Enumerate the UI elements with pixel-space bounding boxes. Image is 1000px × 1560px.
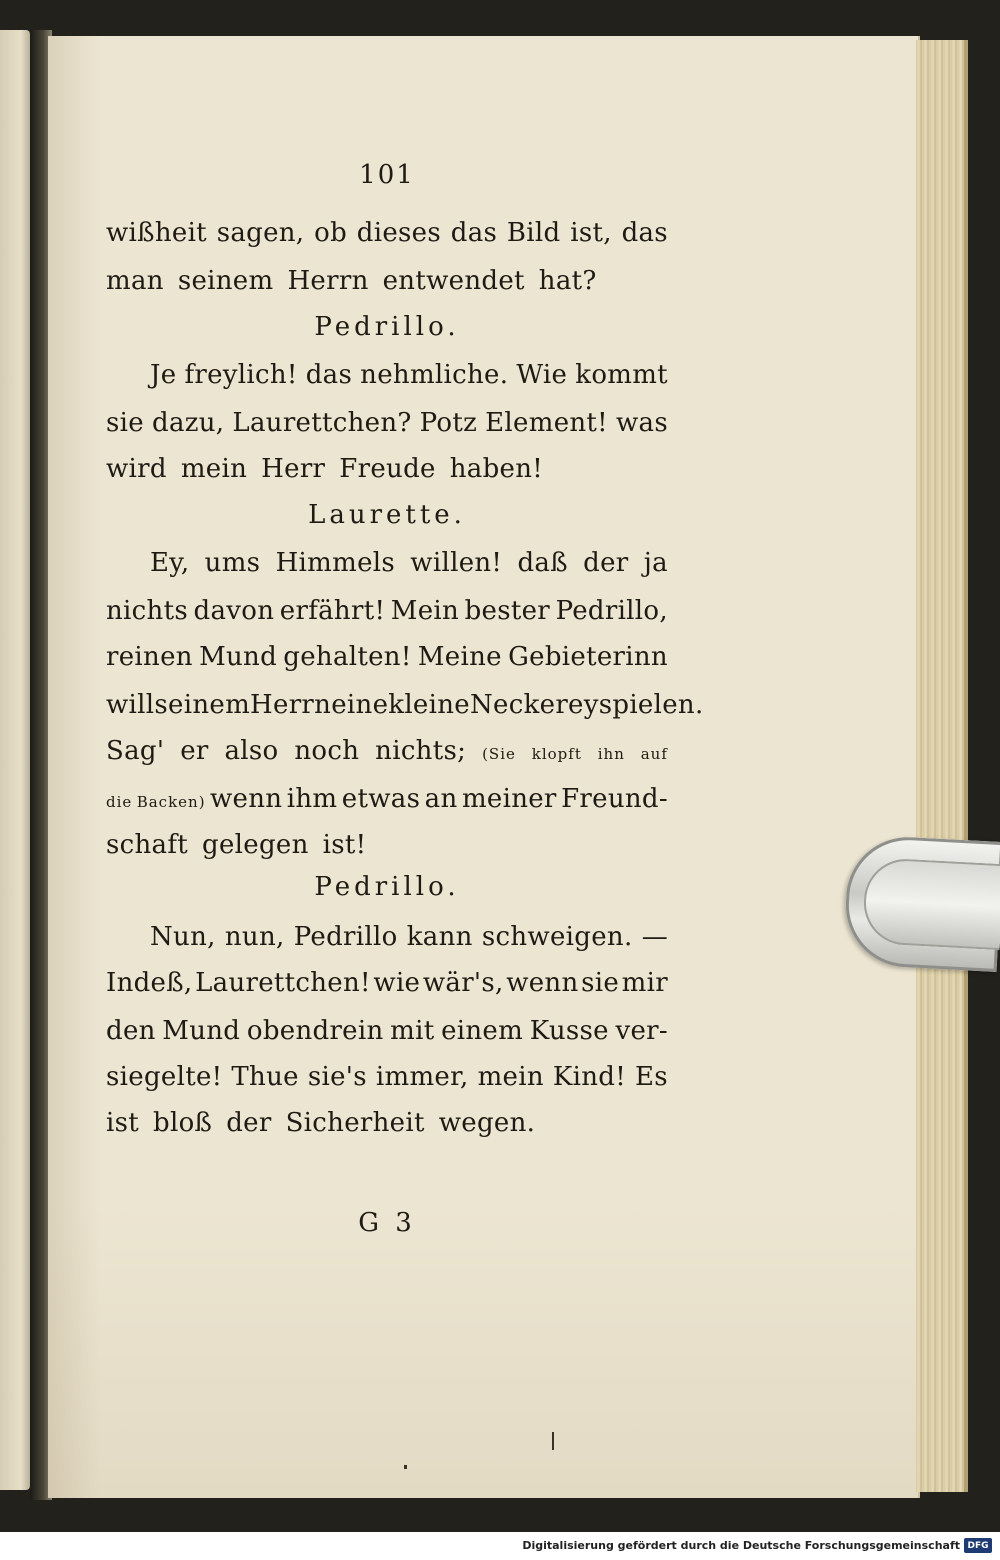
word: immer,	[375, 1062, 469, 1092]
word: daß	[517, 548, 568, 578]
word: Sag'	[106, 736, 165, 766]
text-line	[106, 1016, 668, 1046]
word: mit	[390, 1016, 435, 1046]
page-stack-edge	[916, 40, 968, 1492]
word: Freude	[339, 454, 436, 484]
text-line	[106, 218, 668, 248]
word: meiner	[461, 784, 557, 814]
word: was	[615, 408, 668, 438]
book-page	[48, 36, 918, 1498]
word: entwendet	[382, 266, 525, 296]
word: nichts	[106, 596, 188, 626]
word: kommt	[575, 360, 668, 390]
text-line	[106, 266, 668, 296]
speaker-heading: Pedrillo.	[314, 872, 460, 902]
word: wenn	[506, 968, 579, 998]
word: das	[621, 218, 668, 248]
text-line	[106, 642, 668, 672]
word: ja	[643, 548, 668, 578]
left-page-edge	[0, 30, 30, 1490]
word: bester	[464, 596, 551, 626]
word: hat?	[538, 266, 597, 296]
word: willen!	[410, 548, 503, 578]
word: mir	[621, 968, 668, 998]
word: Thue	[231, 1062, 299, 1092]
text-line	[106, 596, 668, 626]
word: nichts;	[375, 736, 467, 766]
word: erfährt!	[279, 596, 386, 626]
text-line	[106, 784, 668, 814]
word: nun,	[224, 922, 285, 952]
page-clip	[843, 834, 1000, 972]
text-line	[150, 922, 668, 952]
word: sie's	[307, 1062, 367, 1092]
word: Laurettchen!	[195, 968, 371, 998]
word: sagen,	[216, 218, 305, 248]
dfg-logo: DFG	[964, 1538, 992, 1553]
word: an	[424, 784, 458, 814]
word: ihm	[286, 784, 338, 814]
word: wie	[373, 968, 421, 998]
word: reinen	[106, 642, 193, 672]
word: Nun,	[150, 922, 216, 952]
word: ist,	[570, 218, 612, 248]
word: spielen.	[598, 690, 704, 720]
text-line	[106, 1062, 668, 1092]
text-line	[150, 360, 668, 390]
word: wegen.	[438, 1108, 536, 1138]
word: einem	[441, 1016, 524, 1046]
ink-speck	[552, 1432, 554, 1450]
word: Meine	[417, 642, 502, 672]
word: das	[305, 360, 353, 390]
text-line	[106, 968, 668, 998]
word: Element!	[485, 408, 608, 438]
word: Bild	[506, 218, 561, 248]
word: will	[106, 690, 155, 720]
word: dazu,	[152, 408, 225, 438]
word: schweigen.	[481, 922, 633, 952]
word: Herrn	[250, 690, 332, 720]
word: Sicherheit	[285, 1108, 425, 1138]
word: ist!	[322, 830, 367, 860]
word: Mund	[162, 1016, 241, 1046]
page-number: 101	[359, 160, 415, 190]
text-line	[106, 408, 668, 438]
word: Freund-	[561, 784, 668, 814]
word: ums	[204, 548, 261, 578]
word: obendrein	[246, 1016, 384, 1046]
word: Gebieterinn	[508, 642, 668, 672]
word: sie	[581, 968, 620, 998]
word: haben!	[449, 454, 543, 484]
word: (Sie	[482, 745, 516, 763]
word: Neckerey	[469, 690, 599, 720]
word: Backen)	[136, 793, 206, 811]
word: die	[106, 793, 133, 811]
word: Ey,	[150, 548, 190, 578]
word: Potz	[419, 408, 478, 438]
word: Kind!	[552, 1062, 626, 1092]
text-line	[106, 830, 668, 860]
word: —	[641, 922, 668, 952]
word: Mund	[199, 642, 278, 672]
word: wenn	[209, 784, 283, 814]
word: siegelte!	[106, 1062, 223, 1092]
word: Kusse	[529, 1016, 609, 1046]
word: ob	[314, 218, 348, 248]
word: ihn	[597, 745, 625, 763]
word: gehalten!	[283, 642, 412, 672]
word: kann	[406, 922, 473, 952]
word: Laurettchen?	[232, 408, 412, 438]
word: schaft	[106, 830, 189, 860]
speaker-heading: Laurette.	[308, 500, 466, 530]
speaker-heading: Pedrillo.	[314, 312, 460, 342]
word: er	[180, 736, 209, 766]
word: etwas	[341, 784, 421, 814]
word: den	[106, 1016, 156, 1046]
word: dieses	[356, 218, 441, 248]
word: Es	[634, 1062, 668, 1092]
word: Indeß,	[106, 968, 193, 998]
text-line	[106, 1108, 668, 1138]
text-line	[106, 690, 704, 720]
text-line	[106, 454, 668, 484]
text-line	[150, 548, 668, 578]
word: seinem	[177, 266, 274, 296]
word: wird	[106, 454, 167, 484]
word: Je	[150, 360, 177, 390]
word: klopft	[531, 745, 582, 763]
word: wißheit	[106, 218, 207, 248]
word: freylich!	[184, 360, 298, 390]
word: das	[450, 218, 498, 248]
word: nehmliche.	[360, 360, 509, 390]
word: Pedrillo	[293, 922, 398, 952]
word: auf	[640, 745, 668, 763]
word: davon	[193, 596, 275, 626]
word: sie	[106, 408, 144, 438]
word: Herrn	[287, 266, 369, 296]
word: Wie	[516, 360, 568, 390]
word: kleine	[388, 690, 470, 720]
funding-credit: Digitalisierung gefördert durch die Deutsche Forschungsgemeinschaft	[522, 1539, 960, 1552]
word: Herr	[261, 454, 326, 484]
word: mein	[180, 454, 248, 484]
word: bloß	[153, 1108, 213, 1138]
text-line	[106, 736, 668, 766]
word: ver-	[615, 1016, 668, 1046]
word: Himmels	[275, 548, 396, 578]
word: also	[224, 736, 279, 766]
word: gelegen	[202, 830, 309, 860]
word: der	[226, 1108, 272, 1138]
word: mein	[477, 1062, 544, 1092]
word: wär's,	[422, 968, 504, 998]
word: seinem	[154, 690, 251, 720]
word: ist	[106, 1108, 140, 1138]
word: Mein	[390, 596, 460, 626]
signature-mark: G 3	[358, 1208, 416, 1238]
word: Pedrillo,	[555, 596, 668, 626]
word: man	[106, 266, 164, 296]
ink-speck	[404, 1465, 407, 1469]
footer-bar	[0, 1532, 1000, 1560]
word: noch	[294, 736, 360, 766]
word: der	[583, 548, 629, 578]
word: eine	[331, 690, 389, 720]
